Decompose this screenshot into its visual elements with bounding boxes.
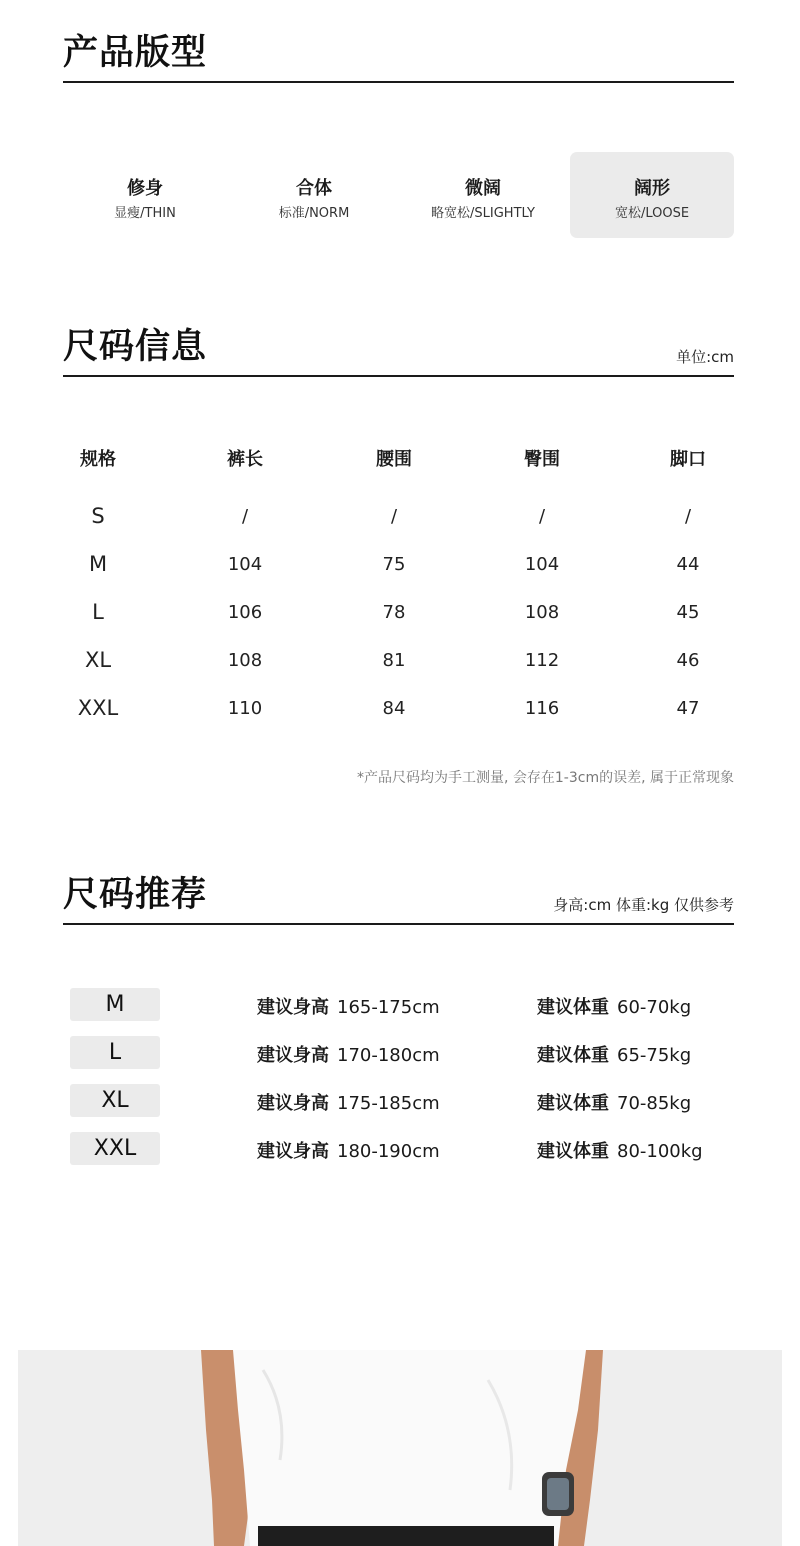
table-cell: 108	[227, 650, 263, 671]
table-header: 裤长	[227, 449, 263, 470]
table-cell: 110	[227, 698, 263, 719]
weight-label: 建议体重	[537, 997, 609, 1018]
table-cell: /	[538, 506, 546, 527]
fit-option-label: 微阔	[465, 178, 501, 199]
table-cell: 116	[524, 698, 560, 719]
fit-option-sub: 宽松/LOOSE	[614, 206, 690, 221]
table-cell: 81	[382, 650, 406, 671]
model-illustration	[18, 1350, 782, 1546]
size-section-title: 尺码信息	[63, 327, 208, 367]
table-cell: 106	[227, 602, 263, 623]
recommend-note: 身高:cm 体重:kg 仅供参考	[553, 896, 734, 914]
fit-option-sub: 标准/NORM	[278, 206, 350, 221]
size-section-header	[63, 326, 734, 377]
height-range: 175-185cm	[337, 1093, 440, 1114]
fit-option-sub: 略宽松/SLIGHTLY	[431, 206, 535, 221]
table-header: 脚口	[670, 449, 706, 470]
measurement-footnote: *产品尺码均为手工测量, 会存在1-3cm的误差, 属于正常现象	[356, 770, 734, 786]
fit-options	[63, 152, 734, 238]
weight-range: 70-85kg	[617, 1093, 692, 1114]
fit-section-header	[63, 34, 734, 83]
fit-option-label: 合体	[296, 178, 332, 199]
table-cell: M	[88, 552, 108, 576]
table-cell: 78	[382, 602, 406, 623]
weight-range: 60-70kg	[617, 997, 692, 1018]
table-cell: 112	[524, 650, 560, 671]
table-cell: XXL	[77, 696, 119, 720]
weight-recommendation	[537, 1137, 703, 1163]
model-photo	[18, 1350, 782, 1546]
table-cell: XL	[84, 648, 112, 672]
table-cell: 47	[676, 698, 700, 719]
table-cell: /	[241, 506, 249, 527]
height-range: 180-190cm	[337, 1141, 440, 1162]
fit-option-norm[interactable]	[232, 152, 396, 238]
table-header: 规格	[80, 449, 116, 470]
table-cell: 44	[676, 554, 700, 575]
size-badge: L	[70, 1036, 160, 1069]
fit-option-slightly[interactable]	[401, 152, 565, 238]
weight-range: 80-100kg	[617, 1141, 703, 1162]
height-recommendation	[257, 1089, 440, 1115]
recommend-section-header	[63, 874, 734, 925]
size-unit-note: 单位:cm	[676, 348, 734, 366]
height-label: 建议身高	[257, 1093, 329, 1114]
weight-label: 建议体重	[537, 1141, 609, 1162]
table-cell: 84	[382, 698, 406, 719]
recommend-section-title: 尺码推荐	[63, 875, 208, 915]
table-cell: 46	[676, 650, 700, 671]
fit-option-loose[interactable]	[570, 152, 734, 238]
table-cell: S	[91, 504, 105, 528]
watch-face	[547, 1478, 569, 1510]
fit-option-label: 阔形	[634, 178, 670, 199]
table-cell: /	[390, 506, 398, 527]
table-header: 腰围	[376, 449, 412, 470]
weight-label: 建议体重	[537, 1093, 609, 1114]
height-range: 165-175cm	[337, 997, 440, 1018]
size-badge: XL	[70, 1084, 160, 1117]
table-cell: /	[684, 506, 692, 527]
table-cell: 108	[524, 602, 560, 623]
table-cell: 104	[227, 554, 263, 575]
white-tshirt	[233, 1350, 586, 1546]
height-recommendation	[257, 1137, 440, 1163]
table-cell: L	[92, 600, 104, 624]
weight-recommendation	[537, 1041, 691, 1067]
height-label: 建议身高	[257, 997, 329, 1018]
height-recommendation	[257, 1041, 440, 1067]
black-shorts	[258, 1526, 554, 1546]
height-label: 建议身高	[257, 1045, 329, 1066]
table-cell: 75	[382, 554, 406, 575]
height-label: 建议身高	[257, 1141, 329, 1162]
table-cell: 45	[676, 602, 700, 623]
height-recommendation	[257, 993, 440, 1019]
height-range: 170-180cm	[337, 1045, 440, 1066]
weight-recommendation	[537, 993, 691, 1019]
table-header: 臀围	[524, 449, 560, 470]
weight-recommendation	[537, 1089, 691, 1115]
fit-option-sub: 显瘦/THIN	[114, 206, 176, 221]
table-cell: 104	[524, 554, 560, 575]
fit-option-label: 修身	[127, 178, 163, 199]
fit-option-thin[interactable]	[63, 152, 227, 238]
size-badge: XXL	[70, 1132, 160, 1165]
fit-section-title: 产品版型	[63, 33, 208, 73]
size-badge: M	[70, 988, 160, 1021]
weight-range: 65-75kg	[617, 1045, 692, 1066]
weight-label: 建议体重	[537, 1045, 609, 1066]
